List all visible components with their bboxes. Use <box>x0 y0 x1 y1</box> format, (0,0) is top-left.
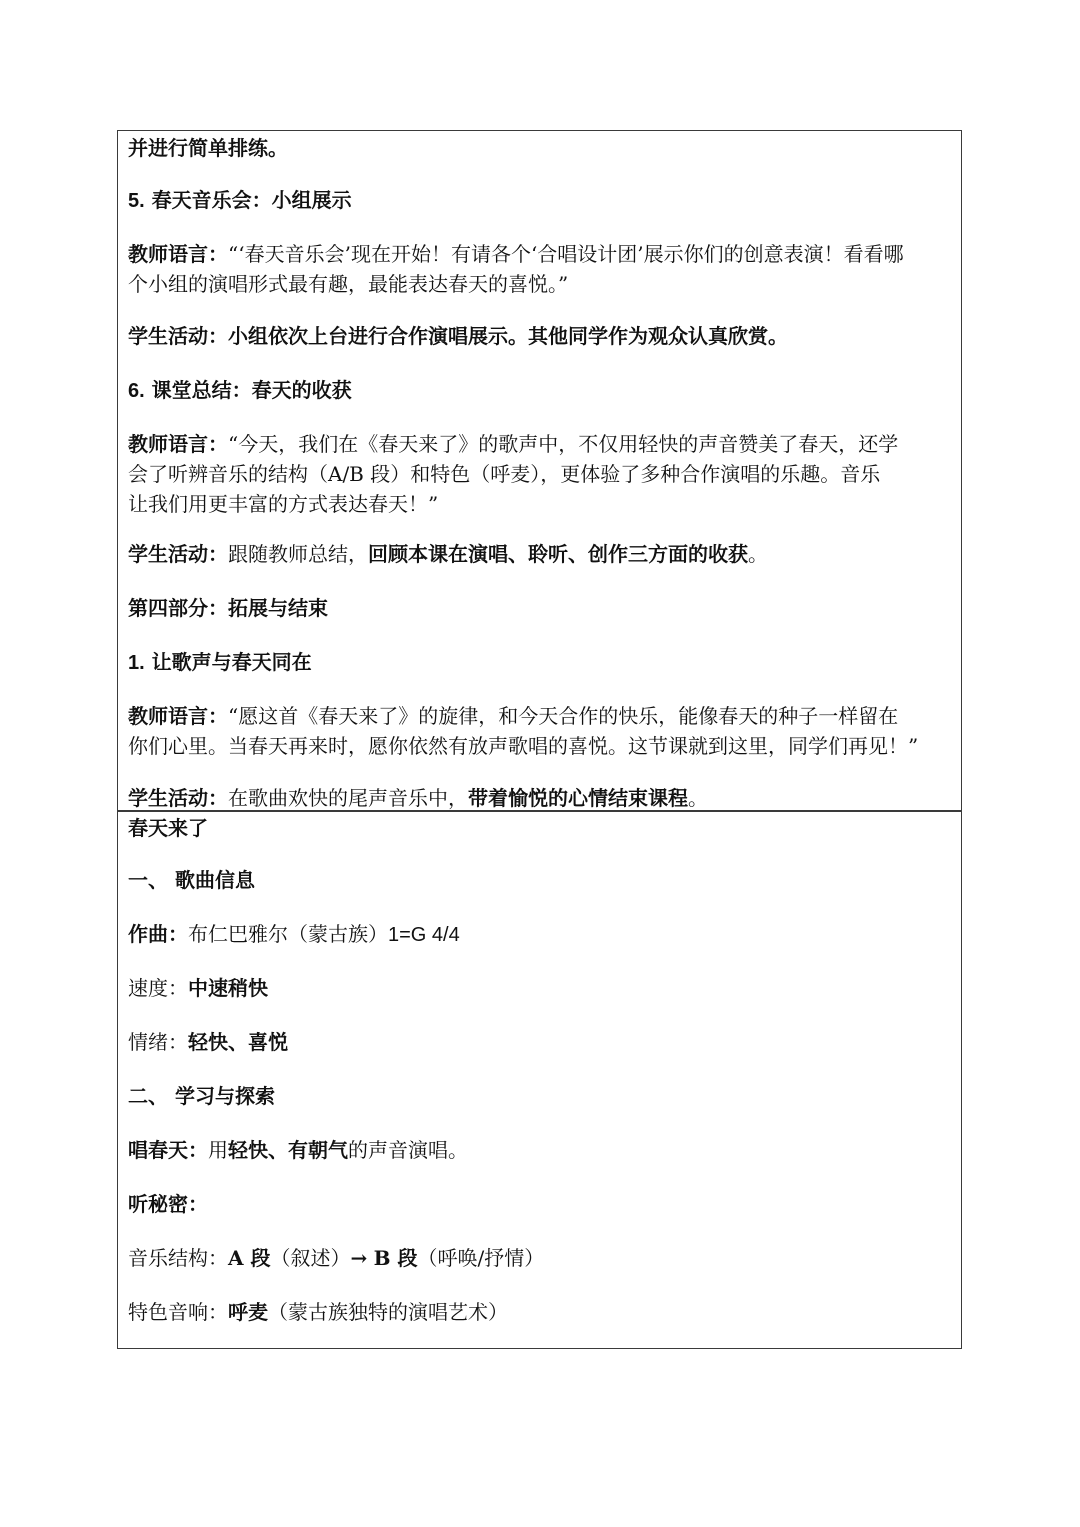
sound-label: 特色音响： <box>128 1300 228 1324</box>
step-number: 6. <box>128 380 145 402</box>
student-activity-3 <box>128 783 953 813</box>
speaker-label: 教师语言： <box>128 432 228 456</box>
heading-step-1 <box>128 647 953 678</box>
paragraph-rehearsal: 并进行简单排练。 <box>128 136 288 160</box>
activity-text: 在歌曲欢快的尾声音乐中， <box>228 786 468 810</box>
speech-line: “今天，我们在《春天来了》的歌声中，不仅用轻快的声音赞美了春天，还学 <box>228 432 899 456</box>
activity-text: 跟随教师总结， <box>228 542 368 566</box>
step-title: 春天音乐会：小组展示 <box>151 188 352 212</box>
step-title: 让歌声与春天同在 <box>151 650 312 674</box>
student-activity-2 <box>128 539 953 569</box>
mood-label: 情绪： <box>128 1030 188 1054</box>
section-b-note: （呼唤/抒情） <box>417 1246 545 1270</box>
activity-text: 小组依次上台进行合作演唱展示。其他同学作为观众认真欣赏。 <box>228 324 788 348</box>
activity-emphasis: 回顾本课在演唱、聆听、创作三方面的收获 <box>368 542 748 566</box>
speech-line: 让我们用更丰富的方式表达春天！” <box>128 492 439 516</box>
heading-song-info: 一、 歌曲信息 <box>128 868 255 892</box>
lesson-steps-cell <box>117 130 962 812</box>
arrow-icon: → <box>350 1246 368 1270</box>
sing-line <box>128 1135 953 1165</box>
speech-line: “愿这首《春天来了》的旋律，和今天合作的快乐，能像春天的种子一样留在 <box>228 704 899 728</box>
sing-text: 用 <box>208 1138 228 1162</box>
speed-label: 速度： <box>128 976 188 1000</box>
student-activity-1 <box>128 321 953 351</box>
mood-line <box>128 1027 953 1057</box>
structure-line <box>128 1243 953 1273</box>
mood-value: 轻快、喜悦 <box>188 1030 288 1054</box>
composer-value: 布仁巴雅尔（蒙古族） <box>188 922 388 946</box>
speech-line: 会了听辨音乐的结构（A/B 段）和特色（呼麦），更体验了多种合作演唱的乐趣。音乐 <box>128 462 881 486</box>
speech-line: 个小组的演唱形式最有趣，最能表达春天的喜悦。” <box>128 272 569 296</box>
listen-label: 听秘密： <box>128 1192 208 1216</box>
activity-label: 学生活动： <box>128 324 228 348</box>
composer-label: 作曲： <box>128 922 188 946</box>
song-info-cell <box>117 810 962 1349</box>
step-number: 1. <box>128 652 145 674</box>
composer-line <box>128 919 953 950</box>
speech-line: 你们心里。当春天再来时，愿你依然有放声歌唱的喜悦。这节课就到这里，同学们再见！” <box>128 734 919 758</box>
heading-step-5 <box>128 185 953 216</box>
activity-label: 学生活动： <box>128 542 228 566</box>
section-b: B 段 <box>373 1246 418 1270</box>
speech-line: “‘春天音乐会’现在开始！有请各个‘合唱设计团’展示你们的创意表演！看看哪 <box>228 242 904 266</box>
activity-emphasis: 带着愉悦的心情结束课程 <box>468 786 688 810</box>
song-title: 春天来了 <box>128 816 208 840</box>
step-title: 课堂总结：春天的收获 <box>151 378 352 402</box>
teacher-speech-1 <box>128 239 953 299</box>
heading-learning: 二、 学习与探索 <box>128 1084 275 1108</box>
section-a: A 段 <box>228 1246 271 1270</box>
speed-value: 中速稍快 <box>188 976 268 1000</box>
step-number: 5. <box>128 190 145 212</box>
teacher-speech-3 <box>128 701 953 761</box>
section-a-note: （叙述） <box>270 1246 351 1270</box>
sound-line <box>128 1297 953 1327</box>
punctuation: 。 <box>688 786 708 810</box>
part-4-heading: 第四部分：拓展与结束 <box>128 596 328 620</box>
sing-emphasis: 轻快、有朝气 <box>228 1138 348 1162</box>
structure-label: 音乐结构： <box>128 1246 228 1270</box>
sound-note: （蒙古族独特的演唱艺术） <box>268 1300 508 1324</box>
key-meter: 1=G 4/4 <box>388 924 460 946</box>
speaker-label: 教师语言： <box>128 704 228 728</box>
speed-line <box>128 973 953 1003</box>
sing-label: 唱春天： <box>128 1138 208 1162</box>
speaker-label: 教师语言： <box>128 242 228 266</box>
punctuation: 。 <box>748 542 768 566</box>
sound-emphasis: 呼麦 <box>228 1300 268 1324</box>
heading-step-6 <box>128 375 953 406</box>
sing-text: 的声音演唱。 <box>348 1138 468 1162</box>
teacher-speech-2 <box>128 429 953 519</box>
activity-label: 学生活动： <box>128 786 228 810</box>
